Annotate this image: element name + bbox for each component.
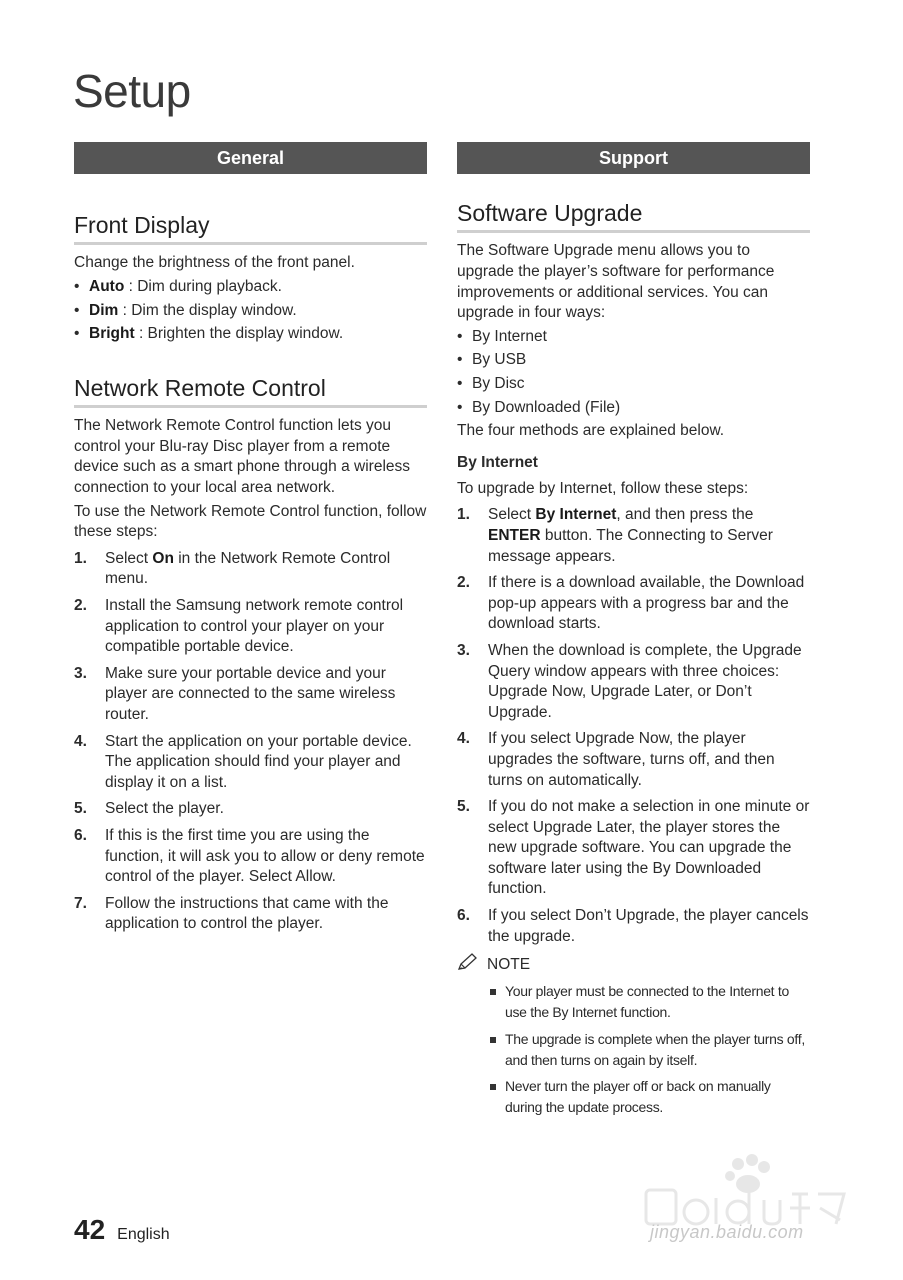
note-item: Your player must be connected to the Internet to use the By Internet function. [489,981,810,1023]
step-keyword: On [152,549,174,567]
network-instructions: To use the Network Remote Control function, follow these steps: [74,502,427,541]
step-item [457,797,810,900]
step-keyword: By Internet [535,506,617,524]
step-text: in the Network Remote Control menu. [105,549,391,588]
page-language: English [117,1226,170,1243]
list-item: • By Downloaded (File) [457,398,810,419]
page-number: 42 [74,1214,106,1245]
step-text: Select [488,506,536,524]
option-desc: : Dim the display window. [118,301,297,319]
step-text: If you select Don’t Upgrade, the player cancels the upgrade. [488,907,809,945]
step-item [74,894,427,935]
step-item [74,732,427,794]
step-item [74,549,427,590]
step-text: Start the application on your portable device. The application should find your player and display it on a list. [105,732,412,791]
network-steps [74,549,427,935]
option-term: Bright [89,325,135,343]
step-number: 6. [74,826,87,844]
step-text: Follow the instructions that came with the application to control the player. [105,894,389,933]
step-item [74,799,427,820]
heading-front-display: Front Display [74,212,427,245]
step-text: , and then press the [616,506,754,524]
step-item [457,573,810,635]
step-text: If there is a download available, the Download pop-up appears with a progress bar and the download starts. [488,574,805,633]
front-display-intro: Change the brightness of the front panel. [74,254,355,272]
by-internet-intro: To upgrade by Internet, follow these steps: [457,479,749,497]
subheading-by-internet: By Internet [457,453,538,471]
step-number: 1. [74,549,87,567]
upgrade-ways [457,327,810,418]
step-text: If you select Upgrade Now, the player upgrades the software, turns off, and then turns on automatically. [488,730,775,789]
watermark-url: jingyan.baidu.com [650,1222,804,1242]
software-intro: The Software Upgrade menu allows you to upgrade the player’s software for performance improvements or additional services. You can upgrade in four ways: [457,242,775,322]
step-number: 2. [457,574,470,592]
step-number: 7. [74,894,87,912]
note-label: NOTE [487,956,531,974]
list-item [74,324,427,345]
heading-network-remote-control: Network Remote Control [74,375,427,408]
pencil-icon [457,953,479,977]
step-item [74,596,427,658]
step-item [457,729,810,791]
right-column [457,142,810,1124]
step-text: button. The Connecting to Server message appears. [488,526,773,565]
internet-steps [457,505,810,947]
methods-explained: The four methods are explained below. [457,422,725,440]
step-item [74,826,427,888]
option-term: Dim [89,301,119,319]
step-text: If you do not make a selection in one minute or select Upgrade Later, the player stores the new upgrade software. You can upgrade the software later using the By Downloaded function. [488,798,810,898]
step-item [457,505,810,567]
step-number: 3. [74,664,87,682]
step-text: If this is the first time you are using the function, it will ask you to allow or deny remote control of the player. Select Allow. [105,826,425,886]
note-item: The upgrade is complete when the player turns off, and then turns on again by itself. [489,1029,810,1071]
step-number: 4. [457,730,470,748]
step-keyword: ENTER [488,526,541,544]
step-number: 5. [457,798,470,816]
option-desc: : Dim during playback. [124,278,282,296]
section-band-general: General [74,142,427,174]
front-display-options [74,277,427,345]
list-item: • By USB [457,350,810,371]
page-footer [74,1214,170,1246]
list-item [74,277,427,298]
list-item: • By Internet [457,327,810,348]
section-band-support: Support [457,142,810,174]
step-number: 3. [457,641,470,659]
note-header [457,953,810,977]
option-desc: : Brighten the display window. [134,325,344,343]
network-intro: The Network Remote Control function lets you control your Blu-ray Disc player from a remote device such as a smart phone through a wireless connection to your local area network. [74,417,411,497]
page-title: Setup [73,65,191,117]
heading-software-upgrade: Software Upgrade [457,200,810,233]
step-number: 4. [74,732,87,750]
step-item [457,641,810,723]
step-text: Select the player. [105,800,224,818]
step-number: 6. [457,907,470,925]
note-list [489,981,810,1118]
list-item [74,301,427,322]
step-item [74,664,427,726]
option-term: Auto [89,278,125,296]
step-number: 1. [457,506,470,524]
step-text: When the download is complete, the Upgrade Query window appears with three choices: Upgrade Now, Upgrade Later, or Don’t Upgrade. [488,641,802,721]
step-text: Make sure your portable device and your player are connected to the same wireless router. [105,664,396,723]
list-item: • By Disc [457,374,810,395]
step-number: 5. [74,800,87,818]
left-column [74,142,427,935]
step-text: Install the Samsung network remote control application to control your player on your compatible portable device. [105,597,404,656]
note-item: Never turn the player off or back on manually during the update process. [489,1076,810,1118]
step-item [457,906,810,947]
step-number: 2. [74,597,87,614]
step-text: Select [105,549,153,567]
